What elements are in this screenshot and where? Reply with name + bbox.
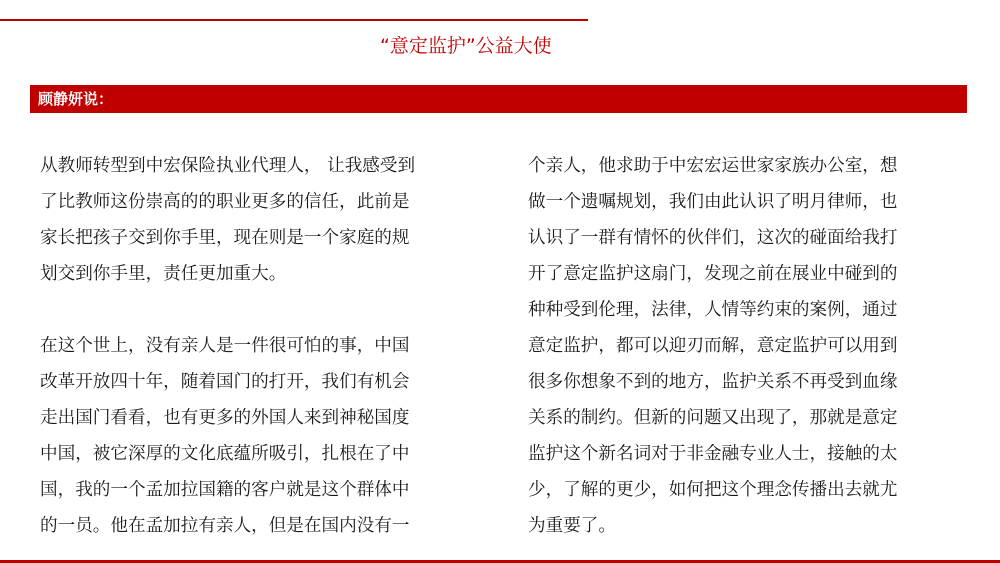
section-header-bar bbox=[30, 85, 967, 113]
page-title: “意定监护”公益大使 bbox=[380, 35, 552, 57]
left-text-column bbox=[40, 148, 472, 544]
top-divider bbox=[0, 19, 588, 21]
paragraph: 在这个世上，没有亲人是一件很可怕的事，中国 改革开放四十年，随着国门的打开，我们有机会 走出国门看看，也有更多的外国人来到神秘国度 中国，被它深厚的文化底蕴所吸引，扎根在了中 国，我的一个孟加拉国籍的客户就是这个群体中 的一员。他在孟加拉有亲人，但是在国内没有一 bbox=[40, 336, 410, 536]
paragraph: 从教师转型到中宏保险执业代理人， 让我感受到 了比教师这份崇高的的职业更多的信任，此前是 家长把孩子交到你手里，现在则是一个家庭的规 划交到你手里，责任更加重大。 bbox=[40, 156, 416, 284]
section-label: 顾静妍说： bbox=[38, 90, 114, 108]
paragraph: 个亲人，他求助于中宏宏运世家家族办公室，想 做一个遗嘱规划，我们由此认识了明月律师，也 认识了一群有情怀的伙伴们，这次的碰面给我打 开了意定监护这扇门，发现之前在展业中碰到的 种种受到伦理，法律，人情等约束的案例，通过 意定监护，都可以迎刃而解，意定监护可以用到 很多你想象不到的地方，监护关系不再受到血缘 关系的制约。但新的问题又出现了，那就是意定 监护这个新名词对于非金融专业人士，接触的太 少，了解的更少，如何把这个理念传播出去就尤 为重要了。 bbox=[528, 156, 898, 536]
right-text-column bbox=[528, 148, 960, 544]
